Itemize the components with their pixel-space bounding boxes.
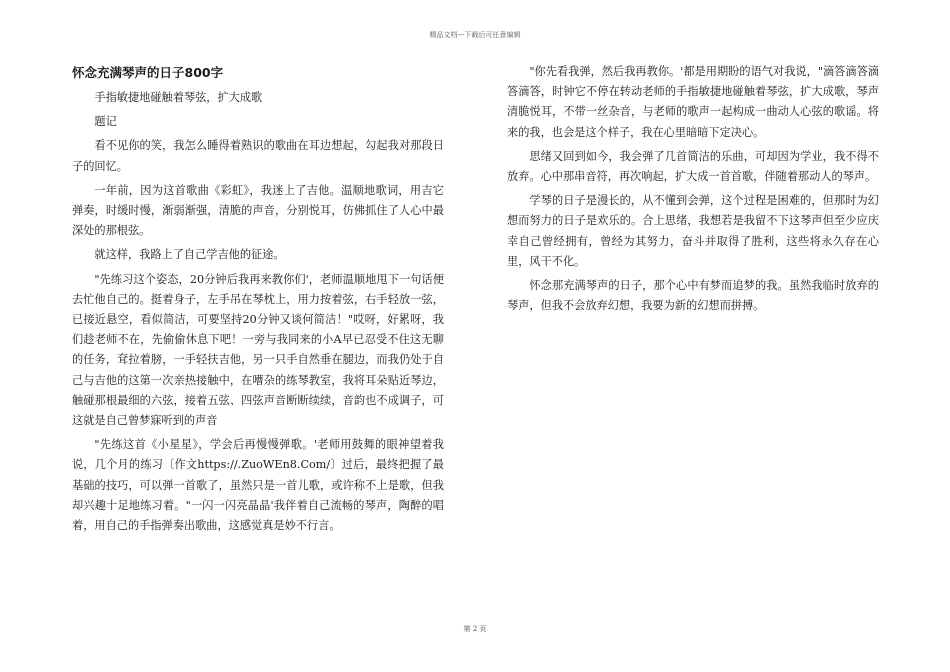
body-paragraph: "先练这首《小星星》，学会后再慢慢弹歌。'老师用鼓舞的眼神望着我说，几个月的练习〔作文https://.ZuoWEn8.Com/〕过后，最终把握了最基础的技巧，可以弹一首歌了，虽然只是一首儿歌，或许称不上是歌，但我却兴趣十足地练习着。"一闪一闪亮晶晶'我伴着自己流畅的琴声，陶醉的唱着，用自己的手指弹奏出歌曲，这感觉真是妙不行言。	[72, 438, 444, 533]
body-paragraph: 思绪又回到如今，我会弹了几首简洁的乐曲，可却因为学业，我不得不放弃。心中那串音符，再次响起，扩大成一首首歌，伴随着那动人的琴声。	[507, 149, 879, 184]
document-header-note: 精品文档---下载后可任意编辑	[429, 31, 521, 39]
right-column	[507, 62, 879, 320]
body-paragraph: 怀念那充满琴声的日子，那个心中有梦而追梦的我。虽然我临时放弃的琴声，但我不会放弃幻想，我要为新的幻想而拼搏。	[507, 279, 879, 313]
body-paragraph: 学琴的日子是漫长的，从不懂到会弹，这个过程是困难的，但那时为幻想而努力的日子是欢乐的。合上思绪，我想若是我留不下这琴声但至少应庆幸自己曾经拥有，曾经为其努力，奋斗并取得了胜利，这些将永久存在心里，风干不化。	[507, 194, 879, 268]
body-paragraph: "先练习这个姿态，20分钟后我再来教你们'，老师温顺地甩下一句话便去忙他自己的。挺着身子，左手吊在琴枕上，用力按着弦，右手轻放一弦，已接近悬空，看似简洁，可要坚持20分钟又谈何简洁！"哎呀，好累呀，我们趁老师不在，先偷偷休息下吧！一旁与我同来的小A早已忍受不住这无聊的任务，耷拉着膀，一手轻扶吉他，另一只手自然垂在腿边，而我仍处于自己与吉他的这第一次亲热接触中，在嘈杂的练琴教室，我将耳朵贴近琴边，触碰那根最细的六弦，接着五弦、四弦声音断断续续，音韵也不成调子，可这就是自己曾梦寐听到的声音	[72, 272, 444, 428]
body-paragraph: 看不见你的笑，我怎么睡得着熟识的歌曲在耳边想起，勾起我对那段日子的回忆。	[72, 139, 444, 173]
body-paragraph: 一年前，因为这首歌曲《彩虹》，我迷上了吉他。温顺地歌词，用吉它弹奏，时缓时慢，渐弱渐强，清脆的声音，分别悦耳，仿佛抓住了人心中最深处的那根弦。	[72, 183, 444, 238]
page-number: 第 2 页	[463, 625, 487, 633]
body-paragraph: 手指敏捷地碰触着琴弦，扩大成歌	[94, 91, 263, 104]
body-paragraph: "你先看我弹，然后我再教你。'都是用期盼的语气对我说，"滴答滴答滴答滴答，时钟它不停在转动老师的手指敏捷地碰触着琴弦，扩大成歌，琴声清脆悦耳，不带一丝杂音，与老师的歌声一起构成一曲动人心弦的歌谣。将来的我，也会是这个样子，我在心里暗暗下定决心。	[507, 65, 879, 139]
article-title: 怀念充满琴声的日子800字	[72, 65, 224, 80]
left-column	[72, 62, 444, 540]
body-paragraph: 就这样，我路上了自己学吉他的征途。	[94, 248, 285, 262]
body-paragraph: 题记	[94, 115, 117, 129]
